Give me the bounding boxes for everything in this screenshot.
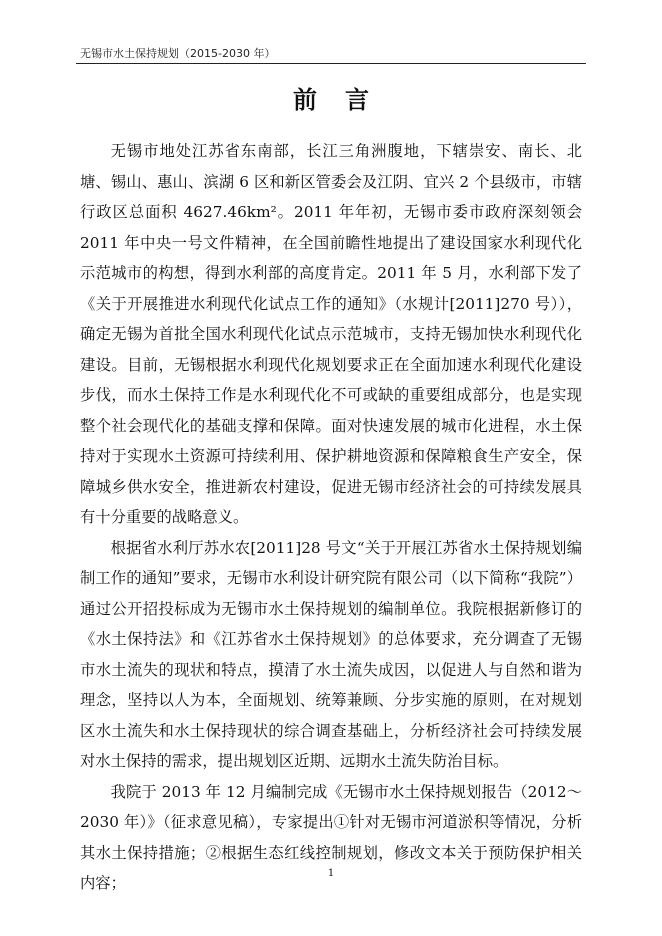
paragraph-3: 我院于 2013 年 12 月编制完成《无锡市水土保持规划报告（2012～2030 年）》（征求意见稿），专家提出①针对无锡市河道淤积等情况，分析其水土保持措施；②根据生态红线控制规划，修改文本关于预防保护相关内容； — [80, 782, 582, 892]
page-title: 前言 — [293, 86, 397, 114]
paragraph-1: 无锡市地处江苏省东南部，长江三角洲腹地，下辖崇安、南长、北塘、锡山、惠山、滨湖 6 区和新区管委会及江阴、宜兴 2 个县级市，市辖行政区总面积 4627.46km²。2011 年年初，无锡市委市政府深刻领会 2011 年中央一号文件精神，在全国前瞻性地提出了建设国家水利现代化示范城市的构想，得到水利部的高度肯定。2011 年 5 月，水利部下发了《关于开展推进水利现代化试点工作的通知》（水规计[2011]270 号）），确定无锡为首批全国水利现代化试点示范城市，支持无锡加快水利现代化建设。目前，无锡根据水利现代化规划要求正在全面加速水利现代化建设步伐，而水土保持工作是水利现代化不可或缺的重要组成部分，也是实现整个社会现代化的基础支撑和保障。面对快速发展的城市化进程，水土保持对于实现水土资源可持续利用、保护耕地资源和保障粮食生产安全，保障城乡供水安全，推进新农村建设，促进无锡市经济社会的可持续发展具有十分重要的战略意义。 — [80, 142, 582, 526]
header-divider — [76, 63, 586, 64]
page-number: 1 — [327, 868, 335, 879]
paragraph-2: 根据省水利厅苏水农[2011]28 号文“关于开展江苏省水土保持规划编制工作的通知”要求，无锡市水利设计研究院有限公司（以下简称“我院”）通过公开招投标成为无锡市水土保持规划的编制单位。我院根据新修订的《水土保持法》和《江苏省水土保持规划》的总体要求，充分调查了无锡市水土流失的现状和特点，摸清了水土流失成因，以促进人与自然和谐为理念，坚持以人为本，全面规划、统筹兼顾、分步实施的原则，在对规划区水土流失和水土保持现状的综合调查基础上，分析经济社会可持续发展对水土保持的需求，提出规划区近期、远期水土流失防治目标。 — [80, 538, 582, 770]
body-text — [80, 136, 582, 899]
running-header: 无锡市水土保持规划（2015-2030 年） — [80, 47, 276, 60]
